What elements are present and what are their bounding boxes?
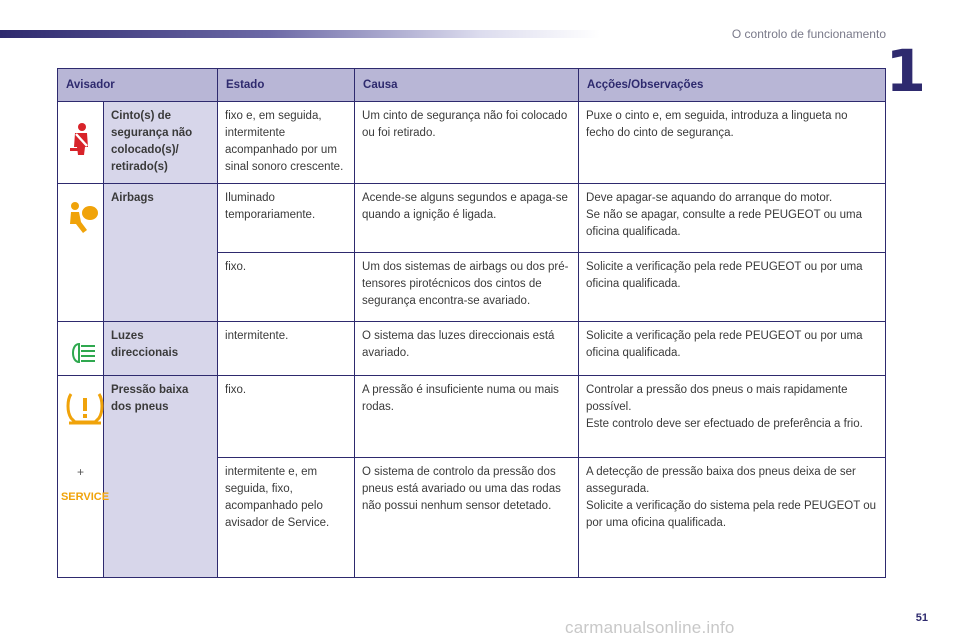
accoes-cell: Solicite a verificação pela rede PEUGEOT ou por uma oficina qualificada. <box>579 322 886 376</box>
icon-cell <box>58 322 104 376</box>
accoes-cell <box>579 376 886 458</box>
airbag-warning-icon <box>65 200 101 236</box>
icon-cell <box>58 184 104 322</box>
table-header-row <box>58 69 886 102</box>
accoes-cell <box>579 184 886 253</box>
plus-sign: + <box>76 465 84 479</box>
icon-cell <box>58 376 110 578</box>
warning-lights-table <box>57 68 886 578</box>
table-row <box>58 102 886 184</box>
warning-name: Cinto(s) de segurança não colocado(s)/ retirado(s) <box>104 102 218 184</box>
accoes-line: Deve apagar-se aquando do arranque do motor. <box>586 192 833 204</box>
accoes-line: Se não se apagar, consulte a rede PEUGEOT ou uma oficina qualificada. <box>586 209 862 238</box>
causa-cell: Acende-se alguns segundos e apaga-se quando a ignição é ligada. <box>355 184 579 253</box>
table-row <box>58 184 886 253</box>
icon-cell <box>58 102 104 184</box>
warning-name: Luzes direccionais <box>104 322 218 376</box>
tyre-pressure-icon <box>65 390 105 426</box>
column-header-accoes: Acções/Observações <box>579 69 886 102</box>
table-row <box>58 376 886 458</box>
estado-cell: fixo. <box>218 253 355 322</box>
service-label: SERVICE <box>60 491 110 503</box>
column-header-causa: Causa <box>355 69 579 102</box>
accoes-line: Este controlo deve ser efectuado de preferência a frio. <box>586 418 863 430</box>
causa-cell: A pressão é insuficiente numa ou mais rodas. <box>355 376 579 458</box>
service-icon <box>60 489 110 503</box>
estado-cell: intermitente e, em seguida, fixo, acompanhado pelo avisador de Service. <box>218 458 355 578</box>
estado-cell: fixo. <box>218 376 355 458</box>
watermark: carmanualsonline.info <box>565 618 735 637</box>
accoes-line: Solicite a verificação do sistema pela rede PEUGEOT ou por uma oficina qualificada. <box>586 500 876 529</box>
section-title: O controlo de funcionamento <box>731 27 886 41</box>
warning-name: Airbags <box>104 184 218 322</box>
accoes-cell: Solicite a verificação pela rede PEUGEOT ou por uma oficina qualificada. <box>579 253 886 322</box>
warning-name: Pressão baixa dos pneus <box>104 376 218 578</box>
chapter-number: 1 <box>885 37 926 105</box>
accoes-cell: Puxe o cinto e, em seguida, introduza a lingueta no fecho do cinto de segurança. <box>579 102 886 184</box>
column-header-avisador: Avisador <box>58 69 218 102</box>
estado-cell: intermitente. <box>218 322 355 376</box>
column-header-estado: Estado <box>218 69 355 102</box>
accoes-cell <box>579 458 886 578</box>
causa-cell: O sistema das luzes direccionais está avariado. <box>355 322 579 376</box>
estado-cell: fixo e, em seguida, intermitente acompanhado por um sinal sonoro crescente. <box>218 102 355 184</box>
accoes-line: Controlar a pressão dos pneus o mais rapidamente possível. <box>586 384 848 413</box>
estado-cell: Iluminado temporariamente. <box>218 184 355 253</box>
table-row <box>58 322 886 376</box>
causa-cell: Um cinto de segurança não foi colocado ou foi retirado. <box>355 102 579 184</box>
indicator-lights-icon <box>65 342 97 364</box>
page-number: 51 <box>915 612 928 624</box>
header-bar <box>0 30 600 38</box>
accoes-line: A detecção de pressão baixa dos pneus deixa de ser assegurada. <box>586 466 856 495</box>
causa-cell: Um dos sistemas de airbags ou dos pré-tensores pirotécnicos dos cintos de segurança encontra-se avariado. <box>355 253 579 322</box>
seatbelt-warning-icon <box>66 122 96 156</box>
causa-cell: O sistema de controlo da pressão dos pneus está avariado ou uma das rodas não possui nenhum sensor detetado. <box>355 458 579 578</box>
